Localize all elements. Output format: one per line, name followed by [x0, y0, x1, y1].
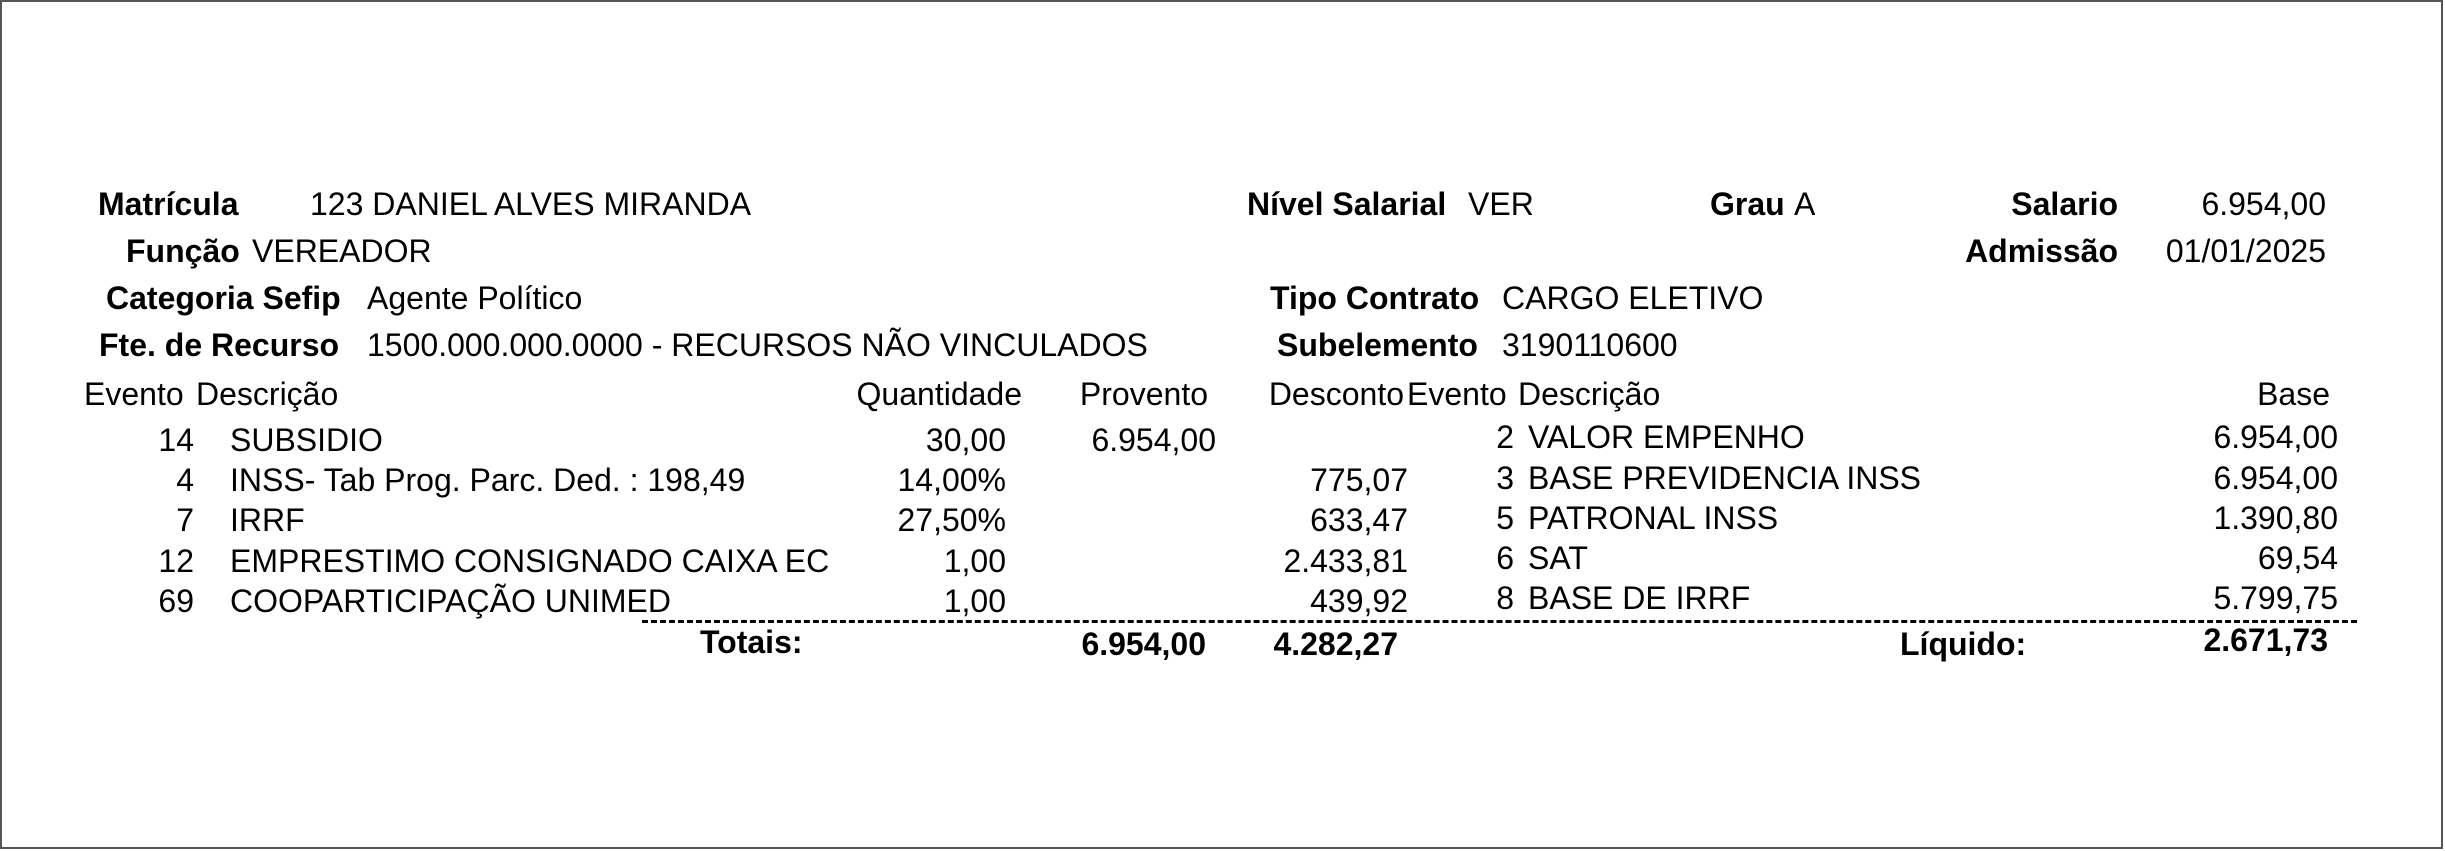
liquido-value: 2.671,73 — [2203, 622, 2328, 658]
event-desc: COOPARTICIPAÇÃO UNIMED — [230, 583, 671, 619]
col-quantidade: Quantidade — [856, 376, 1022, 412]
base-code: 2 — [1496, 419, 1514, 455]
event-qty: 27,50% — [897, 502, 1006, 538]
base-value: 1.390,80 — [2213, 500, 2338, 536]
col-descricao-right: Descrição — [1518, 376, 1661, 412]
funcao-label: Função — [126, 233, 240, 269]
event-desconto: 439,92 — [1310, 583, 1408, 619]
tipo-contrato-label: Tipo Contrato — [1270, 280, 1480, 316]
funcao-value: VEREADOR — [252, 233, 432, 269]
col-evento-left: Evento — [84, 376, 184, 412]
event-qty: 1,00 — [943, 583, 1006, 619]
fonte-recurso-label: Fte. de Recurso — [99, 327, 340, 363]
event-desconto: 2.433,81 — [1283, 543, 1408, 579]
salario-value: 6.954,00 — [2201, 186, 2326, 222]
col-provento: Provento — [1079, 376, 1208, 412]
event-provento: 6.954,00 — [1091, 422, 1216, 458]
matricula-value: 123 DANIEL ALVES MIRANDA — [310, 186, 752, 222]
event-code: 69 — [158, 583, 194, 619]
event-code: 14 — [158, 422, 194, 458]
base-code: 3 — [1496, 460, 1514, 496]
categoria-sefip-label: Categoria Sefip — [106, 280, 341, 316]
liquido-label: Líquido: — [1900, 626, 2027, 662]
base-code: 6 — [1496, 540, 1514, 576]
event-desc: EMPRESTIMO CONSIGNADO CAIXA EC — [230, 543, 830, 579]
salario-label: Salario — [2011, 186, 2118, 222]
fonte-recurso-value: 1500.000.000.0000 - RECURSOS NÃO VINCULADOS — [367, 327, 1148, 363]
grau-label: Grau — [1710, 186, 1785, 222]
event-desc: SUBSIDIO — [230, 422, 383, 458]
totals-descontos: 4.282,27 — [1273, 626, 1398, 662]
col-descricao-left: Descrição — [196, 376, 339, 412]
matricula-label: Matrícula — [98, 186, 239, 222]
base-desc: BASE PREVIDENCIA INSS — [1528, 460, 1922, 496]
event-qty: 14,00% — [897, 462, 1006, 498]
admissao-label: Admissão — [1965, 233, 2118, 269]
event-desconto: 775,07 — [1310, 462, 1408, 498]
nivel-salarial-value: VER — [1468, 186, 1534, 222]
base-value: 69,54 — [2257, 540, 2338, 576]
base-value: 6.954,00 — [2213, 419, 2338, 455]
categoria-sefip-value: Agente Político — [367, 280, 583, 316]
totals-label: Totais: — [700, 624, 803, 660]
subelemento-value: 3190110600 — [1502, 327, 1678, 363]
base-code: 8 — [1496, 580, 1514, 616]
base-desc: SAT — [1528, 540, 1588, 576]
base-value: 6.954,00 — [2213, 460, 2338, 496]
event-qty: 30,00 — [925, 422, 1006, 458]
event-desc: INSS- Tab Prog. Parc. Ded. : 198,49 — [230, 462, 746, 498]
event-desconto: 633,47 — [1310, 502, 1408, 538]
base-code: 5 — [1496, 500, 1514, 536]
event-code: 7 — [176, 502, 194, 538]
subelemento-label: Subelemento — [1277, 327, 1478, 363]
event-code: 12 — [158, 543, 194, 579]
base-desc: PATRONAL INSS — [1528, 500, 1779, 536]
col-evento-right: Evento — [1407, 376, 1507, 412]
totals-proventos: 6.954,00 — [1081, 626, 1206, 662]
totals-separator — [642, 620, 2357, 623]
base-value: 5.799,75 — [2213, 580, 2338, 616]
tipo-contrato-value: CARGO ELETIVO — [1502, 280, 1764, 316]
base-desc: VALOR EMPENHO — [1528, 419, 1805, 455]
admissao-value: 01/01/2025 — [2165, 233, 2326, 269]
nivel-salarial-label: Nível Salarial — [1247, 186, 1447, 222]
base-desc: BASE DE IRRF — [1528, 580, 1751, 616]
event-code: 4 — [176, 462, 194, 498]
event-desc: IRRF — [230, 502, 305, 538]
grau-value: A — [1794, 186, 1816, 222]
col-base: Base — [2257, 376, 2330, 412]
col-desconto: Desconto — [1268, 376, 1404, 412]
event-qty: 1,00 — [943, 543, 1006, 579]
